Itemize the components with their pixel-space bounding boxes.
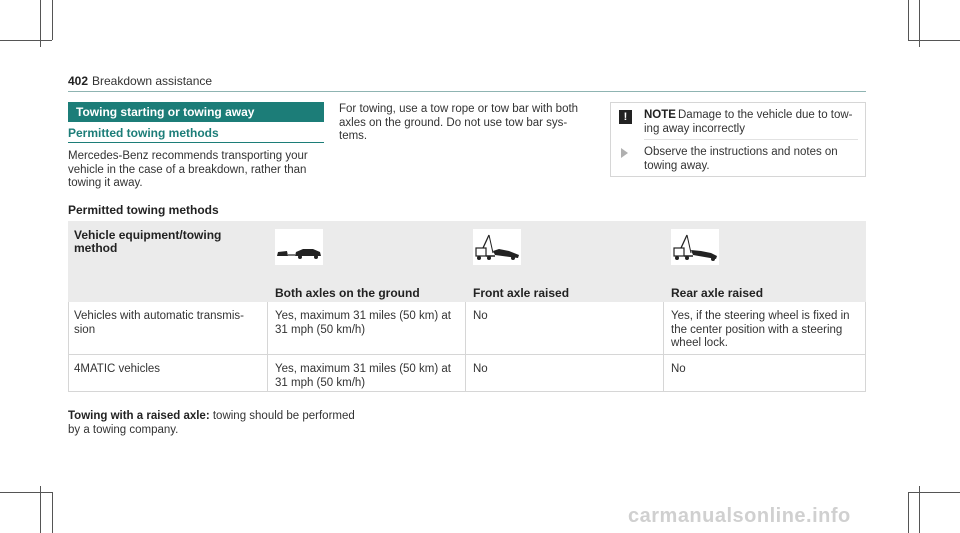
- crop-mark: [52, 492, 53, 533]
- header-divider: [68, 91, 866, 92]
- table-cell: Yes, maximum 31 miles (50 km) at 31 mph (50 km/h): [275, 310, 451, 336]
- crop-mark: [908, 492, 960, 493]
- table-cell: Yes, maximum 31 miles (50 km) at 31 mph (50 km/h): [275, 363, 451, 389]
- note-box: [610, 102, 866, 177]
- page-number: 402: [68, 74, 89, 88]
- note-step: Observe the instructions and notes on towing away.: [644, 146, 838, 172]
- note-divider: [644, 139, 858, 140]
- section-title-bar: [68, 102, 324, 122]
- car-tow-rope-icon: [275, 229, 323, 265]
- note-text: Damage to the vehicle due to tow-ing away incorrectly: [644, 109, 853, 135]
- crop-mark: [40, 486, 41, 533]
- table-cell: No: [473, 310, 488, 322]
- crop-mark: [908, 40, 960, 41]
- table-row: [68, 355, 866, 392]
- towing-methods-table: [68, 221, 866, 392]
- section-title: Towing starting or towing away: [76, 105, 255, 119]
- table-cell: No: [671, 363, 686, 375]
- table-caption: Permitted towing methods: [68, 203, 219, 217]
- crop-mark: [908, 492, 909, 533]
- tow-truck-front-raised-icon: [473, 229, 521, 265]
- column-divider: [267, 302, 268, 392]
- raised-axle-paragraph: [68, 410, 368, 437]
- table-row: [68, 302, 866, 355]
- step-arrow-icon: [621, 148, 628, 158]
- raised-axle-lead: Towing with a raised axle:: [68, 410, 210, 422]
- table-cell: No: [473, 363, 488, 375]
- crop-mark: [52, 0, 53, 40]
- subheading: Permitted towing methods: [68, 126, 219, 140]
- table-border: [68, 302, 69, 392]
- running-header: Breakdown assistance: [92, 74, 213, 88]
- towing-paragraph: For towing, use a tow rope or tow bar with both axles on the ground. Do not use tow bar sys-tems.: [339, 103, 579, 142]
- column-label: Front axle raised: [473, 286, 570, 300]
- watermark: carmanualsonline.info: [628, 505, 851, 527]
- table-cell: Yes, if the steering wheel is fixed in the center position with a steering wheel lock.: [671, 310, 850, 349]
- column-divider: [663, 302, 664, 392]
- subheading-rule: [68, 142, 324, 143]
- raised-axle-text: towing should be performed by a towing company.: [68, 410, 355, 436]
- warning-icon: !: [619, 110, 632, 124]
- column-label: Both axles on the ground: [275, 286, 420, 300]
- row-label: Vehicles with automatic transmis-sion: [74, 310, 245, 336]
- column-divider: [465, 302, 466, 392]
- table-header: [68, 221, 866, 302]
- column-label: Rear axle raised: [671, 286, 764, 300]
- crop-mark: [908, 0, 909, 40]
- note-title: NOTE: [644, 109, 676, 121]
- row-label: 4MATIC vehicles: [74, 363, 161, 375]
- tow-truck-rear-raised-icon: [671, 229, 719, 265]
- table-border: [865, 302, 866, 392]
- crop-mark: [919, 486, 920, 533]
- crop-mark: [0, 40, 52, 41]
- intro-paragraph: Mercedes-Benz recommends transporting your vehicle in the case of a breakdown, rather than towing it away.: [68, 150, 308, 189]
- header-label: Vehicle equipment/towing method: [74, 228, 222, 255]
- crop-mark: [0, 492, 52, 493]
